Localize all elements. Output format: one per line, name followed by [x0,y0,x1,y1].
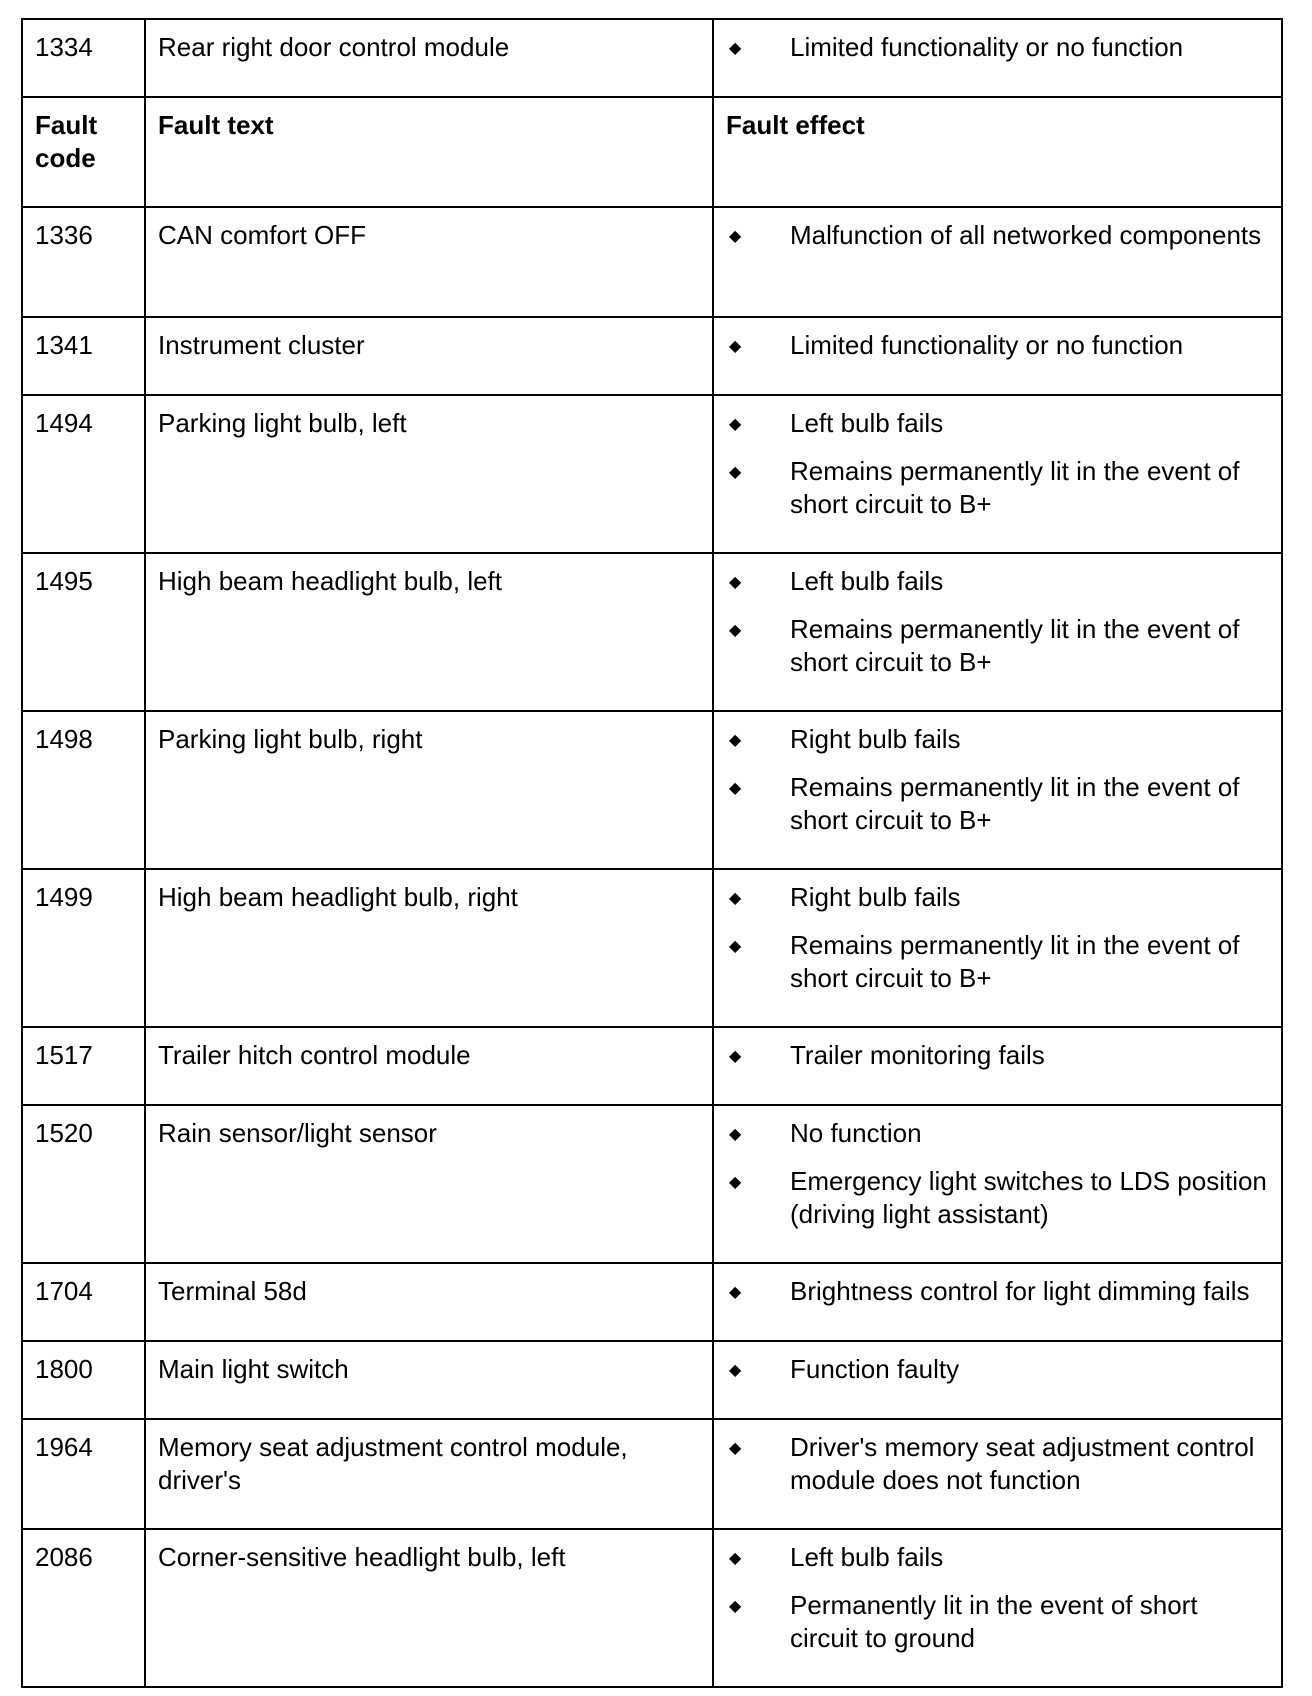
fault-text: Trailer hitch control module [145,1027,713,1105]
fault-effect [713,869,1282,1027]
effect-item: ◆ Remains permanently lit in the event of short circuit to B+ [729,930,1240,993]
fault-text: Instrument cluster [145,317,713,395]
fault-text: Parking light bulb, left [145,395,713,553]
fault-effect [713,1529,1282,1687]
fault-effect [713,1341,1282,1419]
effect-item: ◆ Brightness control for light dimming fails [729,1276,1250,1306]
table-row [22,869,1282,1027]
diamond-bullet-icon: ◆ [729,888,742,907]
fault-effect [713,553,1282,711]
effect-item: ◆ No function [729,1118,922,1148]
effect-item: ◆ Malfunction of all networked components [729,220,1262,250]
effect-item: ◆ Permanently lit in the event of short circuit to ground [729,1590,1198,1653]
table-row [22,1419,1282,1529]
fault-code: 1494 [22,395,145,553]
effect-item: ◆ Right bulb fails [729,724,961,754]
fault-text: Terminal 58d [145,1263,713,1341]
fault-effect [713,1105,1282,1263]
fault-effect [713,1419,1282,1529]
table-row [22,711,1282,869]
header-fault-code: Fault code [22,97,145,207]
fault-code: 1336 [22,207,145,317]
diamond-bullet-icon: ◆ [729,1596,742,1615]
diamond-bullet-icon: ◆ [729,336,742,355]
fault-effect [713,19,1282,97]
fault-text: High beam headlight bulb, right [145,869,713,1027]
effect-item: ◆ Function faulty [729,1354,960,1384]
fault-code: 1498 [22,711,145,869]
effect-item: ◆ Left bulb fails [729,408,944,438]
fault-code: 1495 [22,553,145,711]
fault-code: 1964 [22,1419,145,1529]
diamond-bullet-icon: ◆ [729,1360,742,1379]
fault-code: 1517 [22,1027,145,1105]
diamond-bullet-icon: ◆ [729,1282,742,1301]
table-row [22,1529,1282,1687]
diamond-bullet-icon: ◆ [729,414,742,433]
table-row [22,1263,1282,1341]
table-row [22,1027,1282,1105]
fault-text: High beam headlight bulb, left [145,553,713,711]
diamond-bullet-icon: ◆ [729,38,742,57]
effect-item: ◆ Right bulb fails [729,882,961,912]
diamond-bullet-icon: ◆ [729,1172,742,1191]
fault-text: Parking light bulb, right [145,711,713,869]
fault-text: Corner-sensitive headlight bulb, left [145,1529,713,1687]
diamond-bullet-icon: ◆ [729,1548,742,1567]
effect-item: ◆ Emergency light switches to LDS position (driving light assistant) [729,1166,1267,1229]
diamond-bullet-icon: ◆ [729,226,742,245]
effect-item: ◆ Left bulb fails [729,1542,944,1572]
effect-item: ◆ Driver's memory seat adjustment control module does not function [729,1432,1255,1495]
diamond-bullet-icon: ◆ [729,936,742,955]
table-row [22,19,1282,97]
table-row [22,207,1282,317]
fault-effect [713,1027,1282,1105]
effect-item: ◆ Limited functionality or no function [729,32,1184,62]
fault-code: 2086 [22,1529,145,1687]
fault-table [21,18,1283,1688]
effect-item: ◆ Limited functionality or no function [729,330,1184,360]
diamond-bullet-icon: ◆ [729,572,742,591]
fault-text: Memory seat adjustment control module, driver's [145,1419,713,1529]
table-row [22,1105,1282,1263]
fault-text: CAN comfort OFF [145,207,713,317]
diamond-bullet-icon: ◆ [729,1046,742,1065]
fault-effect [713,1263,1282,1341]
fault-text: Rear right door control module [145,19,713,97]
fault-effect [713,207,1282,317]
table-row [22,553,1282,711]
table-row [22,1341,1282,1419]
table-row [22,317,1282,395]
diamond-bullet-icon: ◆ [729,778,742,797]
fault-effect [713,395,1282,553]
effect-item: ◆ Remains permanently lit in the event of short circuit to B+ [729,614,1240,677]
fault-text: Main light switch [145,1341,713,1419]
fault-code: 1334 [22,19,145,97]
diamond-bullet-icon: ◆ [729,462,742,481]
table-row [22,395,1282,553]
fault-code: 1520 [22,1105,145,1263]
effect-item: ◆ Left bulb fails [729,566,944,596]
header-fault-effect: Fault effect [713,97,1282,207]
fault-effect [713,317,1282,395]
diamond-bullet-icon: ◆ [729,1438,742,1457]
effect-item: ◆ Trailer monitoring fails [729,1040,1045,1070]
fault-code: 1499 [22,869,145,1027]
fault-code: 1800 [22,1341,145,1419]
diamond-bullet-icon: ◆ [729,1124,742,1143]
diamond-bullet-icon: ◆ [729,620,742,639]
table-header-row [22,97,1282,207]
fault-effect [713,711,1282,869]
fault-code: 1341 [22,317,145,395]
header-fault-text: Fault text [145,97,713,207]
fault-text: Rain sensor/light sensor [145,1105,713,1263]
effect-item: ◆ Remains permanently lit in the event of short circuit to B+ [729,772,1240,835]
fault-code: 1704 [22,1263,145,1341]
effect-item: ◆ Remains permanently lit in the event of short circuit to B+ [729,456,1240,519]
diamond-bullet-icon: ◆ [729,730,742,749]
